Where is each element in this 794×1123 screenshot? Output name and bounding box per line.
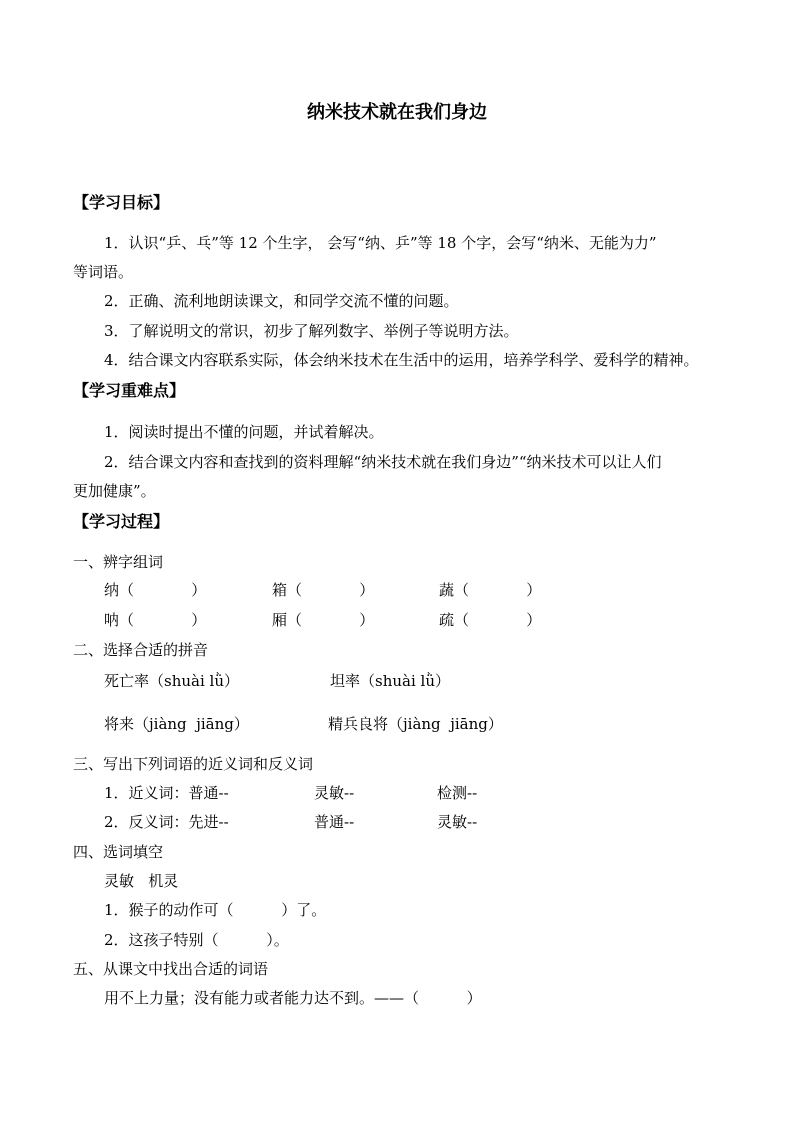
part4-q2: 2．这孩子特别（ ）。 [104,931,289,949]
part2-title: 二、选择合适的拼音 [73,641,209,659]
part3-r1-c1: 1．近义词：普通-- [104,784,229,802]
process-heading: 【学习过程】 [73,512,170,531]
key-item-2-cont: 更加健康”。 [73,482,156,500]
part3-r2-c1: 2．反义词：先进-- [104,813,229,831]
part3-r2-c2: 普通-- [314,813,355,831]
part1-r2-c3: 疏（ ） [439,611,542,629]
goal-item-3: 3．了解说明文的常识，初步了解列数字、举例子等说明方法。 [104,322,519,340]
goal-item-2: 2．正确、流利地朗读课文，和同学交流不懂的问题。 [104,292,459,310]
part1-r2-c2: 厢（ ） [272,611,375,629]
page-title: 纳米技术就在我们身边 [307,102,487,123]
part4-title: 四、选词填空 [73,843,164,861]
part3-r1-c2: 灵敏-- [314,784,355,802]
part1-title: 一、辨字组词 [73,553,164,571]
goal-item-1-cont: 等词语。 [73,263,134,281]
part2-r2-c2: 精兵良将（jiàng jiāng） [328,715,503,733]
part2-r2-c1: 将来（jiàng jiāng） [104,715,249,733]
part5-q1: 用不上力量；没有能力或者能力达不到。——（ ） [104,989,482,1007]
goals-heading: 【学习目标】 [73,193,170,212]
key-points-heading: 【学习重难点】 [73,381,186,400]
key-item-2: 2．结合课文内容和查找到的资料理解“纳米技术就在我们身边”“纳米技术可以让人们 [104,453,662,471]
part1-r1-c1: 纳（ ） [104,581,207,599]
goal-item-4: 4．结合课文内容联系实际，体会纳米技术在生活中的运用，培养学科学、爱科学的精神。 [104,351,699,369]
part1-r1-c2: 箱（ ） [272,581,375,599]
part2-r1-c1: 死亡率（shuài lǜ） [104,672,239,690]
part1-r1-c3: 蔬（ ） [439,581,542,599]
goal-item-1: 1．认识“乒、乓”等 12 个生字， 会写“纳、乒”等 18 个字，会写“纳米、无能为力” [104,234,657,252]
part4-q1: 1．猴子的动作可（ ）了。 [104,901,327,919]
part3-r2-c3: 灵敏-- [437,813,478,831]
part1-r2-c1: 呐（ ） [104,611,207,629]
part4-word-choices: 灵敏 机灵 [104,872,179,890]
part5-title: 五、从课文中找出合适的词语 [73,960,269,978]
part3-r1-c3: 检测-- [437,784,478,802]
part3-title: 三、写出下列词语的近义词和反义词 [73,755,314,773]
part2-r1-c2: 坦率（shuài lǜ） [330,672,450,690]
key-item-1: 1．阅读时提出不懂的问题，并试着解决。 [104,423,384,441]
